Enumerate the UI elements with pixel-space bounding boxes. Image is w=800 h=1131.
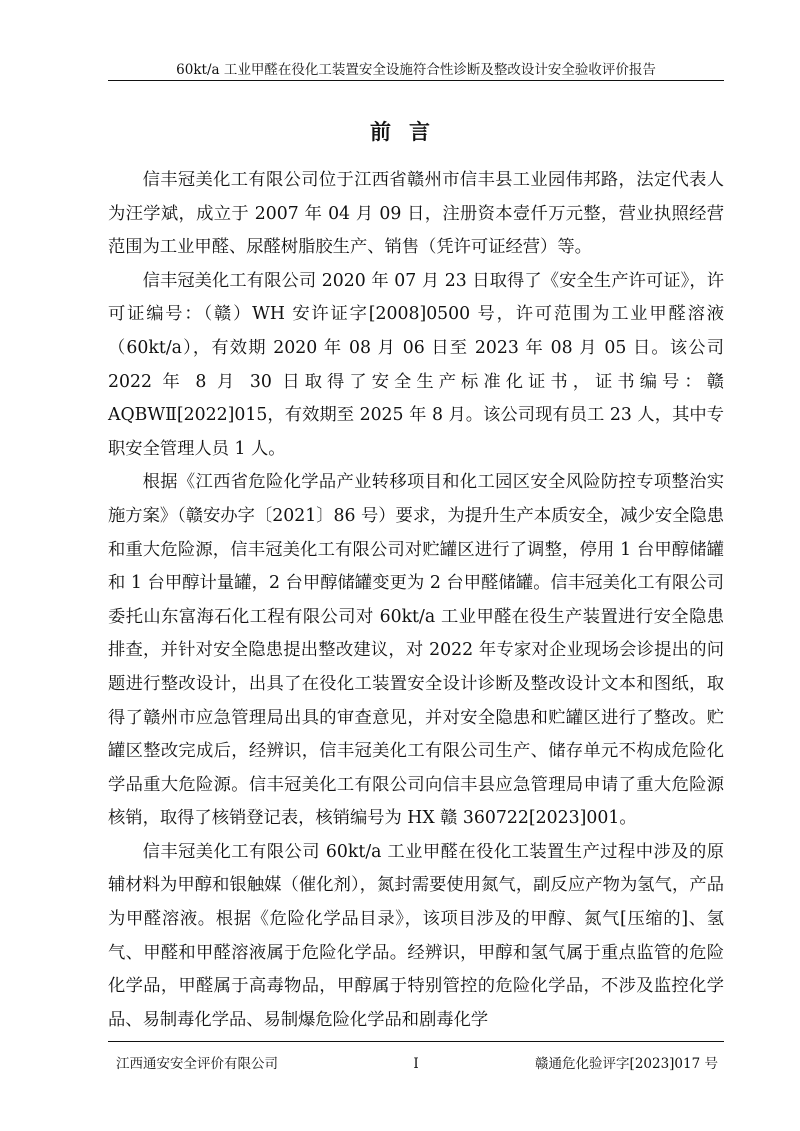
footer-divider	[108, 1041, 724, 1042]
paragraph-2: 信丰冠美化工有限公司 2020 年 07 月 23 日取得了《安全生产许可证》，许可证编号：（赣）WH 安许证字[2008]0500 号，许可范围为工业甲醛溶液（60kt/a），有效期 2020 年 08 月 06 日至 2023 年 08 月 05 日。该公司 2022 年 8 月 30 日取得了安全生产标准化证书，证书编号：赣 AQBWⅡ[2022]015，有效期至 2025 年 8 月。该公司现有员工 23 人，其中专职安全管理人员 1 人。	[108, 270, 724, 459]
page-header: 60kt/a 工业甲醛在役化工装置安全设施符合性诊断及整改设计安全验收评价报告	[176, 62, 656, 78]
paragraph-3: 根据《江西省危险化学品产业转移项目和化工园区安全风险防控专项整治实施方案》（赣安办字〔2021〕86 号）要求，为提升生产本质安全，减少安全隐患和重大危险源，信丰冠美化工有限公司对贮罐区进行了调整，停用 1 台甲醇储罐和 1 台甲醇计量罐，2 台甲醇储罐变更为 2 台甲醛储罐。信丰冠美化工有限公司委托山东富海石化工程有限公司对 60kt/a 工业甲醛在役生产装置进行安全隐患排查，并针对安全隐患提出整改建议，对 2022 年专家对企业现场会诊提出的问题进行整改设计，出具了在役化工装置安全设计诊断及整改设计文本和图纸，取得了赣州市应急管理局出具的审查意见，并对安全隐患和贮罐区进行了整改。贮罐区整改完成后，经辨识，信丰冠美化工有限公司生产、储存单元不构成危险化学品重大危险源。信丰冠美化工有限公司向信丰县应急管理局申请了重大危险源核销，取得了核销登记表，核销编号为 HX 赣 360722[2023]001。	[108, 472, 724, 829]
footer-page-number: I	[413, 1056, 419, 1072]
footer-document-number: 赣通危化验评字[2023]017 号	[535, 1056, 718, 1072]
footer-company: 江西通安安全评价有限公司	[116, 1056, 278, 1072]
document-body	[108, 164, 724, 1037]
page-title: 前言	[370, 119, 448, 144]
paragraph-1: 信丰冠美化工有限公司位于江西省赣州市信丰县工业园伟邦路，法定代表人为汪学斌，成立于 2007 年 04 月 09 日，注册资本壹仟万元整，营业执照经营范围为工业甲醛、尿醛树脂胶生产、销售（凭许可证经营）等。	[108, 170, 724, 258]
page-footer	[108, 1055, 724, 1073]
paragraph-4: 信丰冠美化工有限公司 60kt/a 工业甲醛在役化工装置生产过程中涉及的原辅材料为甲醇和银触媒（催化剂），氮封需要使用氮气，副反应产物为氢气，产品为甲醛溶液。根据《危险化学品目录》，该项目涉及的甲醇、氮气[压缩的]、氢气、甲醛和甲醛溶液属于危险化学品。经辨识，甲醇和氢气属于重点监管的危险化学品，甲醛属于高毒物品，甲醇属于特别管控的危险化学品，不涉及监控化学品、易制毒化学品、易制爆危险化学品和剧毒化学	[108, 841, 724, 1030]
header-divider	[108, 80, 724, 81]
